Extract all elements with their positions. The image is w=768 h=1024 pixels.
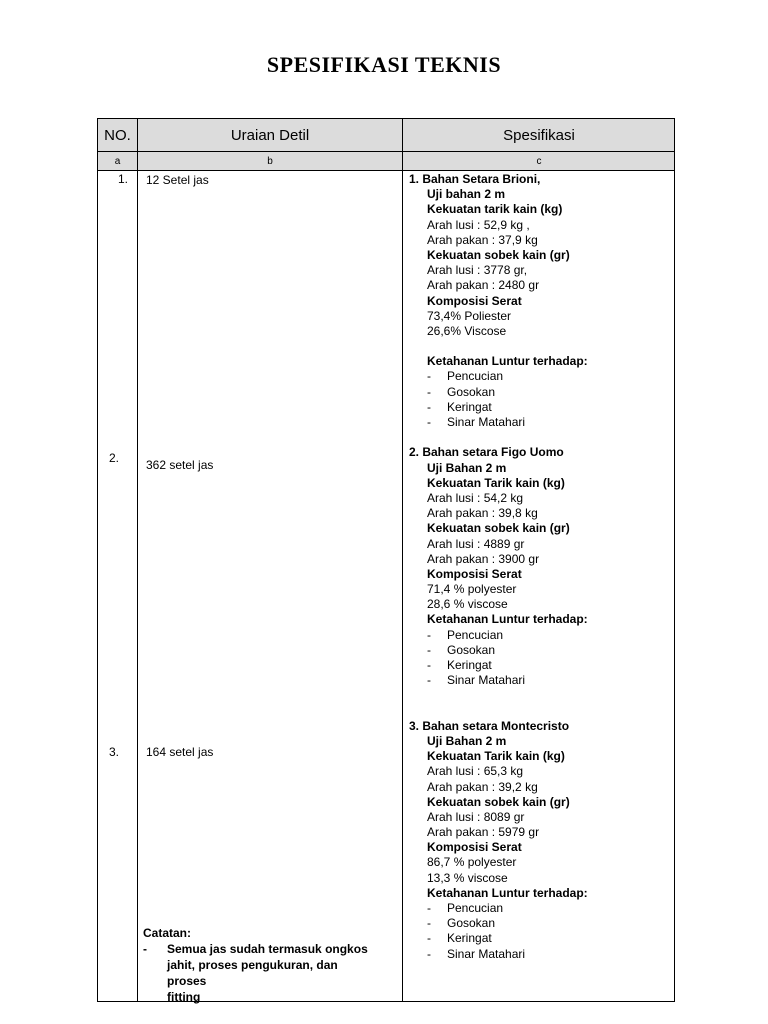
list-item-text: Keringat xyxy=(447,658,492,672)
spec-1-tensile-pakan: Arah pakan : 37,9 kg xyxy=(427,232,538,247)
column-divider xyxy=(137,119,138,1001)
list-item-text: Gosokan xyxy=(447,916,496,931)
list-item-text: Keringat xyxy=(447,931,492,946)
list-item xyxy=(409,400,669,415)
list-item-text: Gosokan xyxy=(447,642,496,657)
note-label: Catatan: xyxy=(143,926,192,940)
list-item-text: Pencucian xyxy=(447,901,504,915)
spec-2-tear-pakan: Arah pakan : 3900 gr xyxy=(427,551,540,566)
spec-2-comp-1: 71,4 % polyester xyxy=(427,582,517,597)
header-detail: Uraian Detil xyxy=(230,127,310,144)
row-3-no: 3. xyxy=(109,745,120,759)
page-title: SPESIFIKASI TEKNIS xyxy=(266,52,502,77)
row-1-detail: 12 Setel jas xyxy=(146,173,209,187)
spec-2-tear-label: Kekuatan sobek kain (gr) xyxy=(427,521,570,536)
spec-3-comp-label: Komposisi Serat xyxy=(427,840,522,855)
spec-2-comp-label: Komposisi Serat xyxy=(427,566,522,581)
spec-2-heading: 2. Bahan setara Figo Uomo xyxy=(409,445,564,460)
list-item xyxy=(409,947,669,962)
spec-3-fast-label: Ketahanan Luntur terhadap: xyxy=(427,885,588,900)
spec-1-test: Uji bahan 2 m xyxy=(427,187,506,202)
list-item xyxy=(409,931,669,946)
list-item xyxy=(409,385,669,400)
column-divider xyxy=(402,119,403,1001)
list-item xyxy=(409,673,669,688)
dash-marker: - xyxy=(427,658,431,672)
spec-3-tear-pakan: Arah pakan : 5979 gr xyxy=(427,825,540,840)
spec-1-comp-1: 73,4% Poliester xyxy=(427,308,512,323)
dash-marker: - xyxy=(427,399,431,414)
spec-3-tensile-pakan: Arah pakan : 39,2 kg xyxy=(427,779,538,794)
note-block xyxy=(143,925,373,1005)
subheader-b: b xyxy=(267,156,273,167)
note-line: Semua jas sudah termasuk ongkos xyxy=(167,942,368,956)
spec-1-comp-2: 26,6% Viscose xyxy=(427,323,507,338)
spec-2-test: Uji Bahan 2 m xyxy=(427,460,507,475)
row-2-detail: 362 setel jas xyxy=(146,458,214,472)
dash-marker: - xyxy=(427,415,431,429)
list-item-text: Sinar Matahari xyxy=(447,673,526,688)
spec-3-tear-label: Kekuatan sobek kain (gr) xyxy=(427,794,570,809)
spec-1-fast-label: Ketahanan Luntur terhadap: xyxy=(427,354,588,369)
note-bullet: - xyxy=(143,942,147,956)
list-item-text: Pencucian xyxy=(447,369,504,384)
list-item xyxy=(409,415,669,430)
dash-marker: - xyxy=(427,627,431,642)
dash-marker: - xyxy=(427,384,431,399)
spec-2-tear-lusi: Arah lusi : 4889 gr xyxy=(427,536,525,551)
spec-3-comp-1: 86,7 % polyester xyxy=(427,855,517,870)
spec-2-fast-label: Ketahanan Luntur terhadap: xyxy=(427,612,588,627)
spec-2-tensile-pakan: Arah pakan : 39,8 kg xyxy=(427,506,538,521)
spec-3-test: Uji Bahan 2 m xyxy=(427,733,507,748)
note-line: fitting xyxy=(167,990,201,1004)
list-item xyxy=(409,901,669,916)
dash-marker: - xyxy=(427,369,431,384)
spec-1-tensile-lusi: Arah lusi : 52,9 kg , xyxy=(427,217,530,232)
row-1-no: 1. xyxy=(118,172,129,186)
spec-1-tensile-label: Kekuatan tarik kain (kg) xyxy=(427,202,563,217)
dash-marker: - xyxy=(427,931,431,946)
spec-3-tensile-lusi: Arah lusi : 65,3 kg xyxy=(427,764,524,779)
list-item-text: Keringat xyxy=(447,399,492,414)
list-item-text: Pencucian xyxy=(447,627,504,642)
dash-marker: - xyxy=(427,673,431,688)
dash-marker: - xyxy=(427,901,431,915)
spec-1-tear-pakan: Arah pakan : 2480 gr xyxy=(427,278,540,293)
list-item xyxy=(409,643,669,658)
list-item-text: Sinar Matahari xyxy=(447,415,526,429)
list-item-text: Gosokan xyxy=(447,384,496,399)
spec-3-heading: 3. Bahan setara Montecristo xyxy=(409,718,570,733)
list-item xyxy=(409,658,669,673)
dash-marker: - xyxy=(427,946,431,961)
spec-1-comp-label: Komposisi Serat xyxy=(427,293,522,308)
dash-marker: - xyxy=(427,916,431,931)
list-item xyxy=(409,628,669,643)
list-item xyxy=(409,369,669,384)
header-no: NO. xyxy=(104,127,131,144)
row-3-detail: 164 setel jas xyxy=(146,745,214,759)
spec-column xyxy=(409,172,669,962)
spec-2-comp-2: 28,6 % viscose xyxy=(427,597,508,612)
spec-3-tear-lusi: Arah lusi : 8089 gr xyxy=(427,809,525,824)
spec-table xyxy=(97,118,675,1002)
list-item-text: Sinar Matahari xyxy=(447,946,526,961)
spec-2-tensile-label: Kekuatan Tarik kain (kg) xyxy=(427,475,565,490)
spec-2-tensile-lusi: Arah lusi : 54,2 kg xyxy=(427,490,524,505)
spec-1-tear-lusi: Arah lusi : 3778 gr, xyxy=(427,263,528,278)
spec-3-comp-2: 13,3 % viscose xyxy=(427,870,508,885)
subheader-c: c xyxy=(536,156,542,167)
header-spec: Spesifikasi xyxy=(503,127,575,144)
spec-1-tear-label: Kekuatan sobek kain (gr) xyxy=(427,247,570,262)
list-item xyxy=(409,916,669,931)
row-2-no: 2. xyxy=(109,451,120,465)
note-line: jahit, proses pengukuran, dan proses xyxy=(167,958,338,988)
spec-1-heading: 1. Bahan Setara Brioni, xyxy=(409,172,541,186)
subheader-a: a xyxy=(114,156,121,167)
dash-marker: - xyxy=(427,642,431,657)
spec-3-tensile-label: Kekuatan Tarik kain (kg) xyxy=(427,749,565,764)
